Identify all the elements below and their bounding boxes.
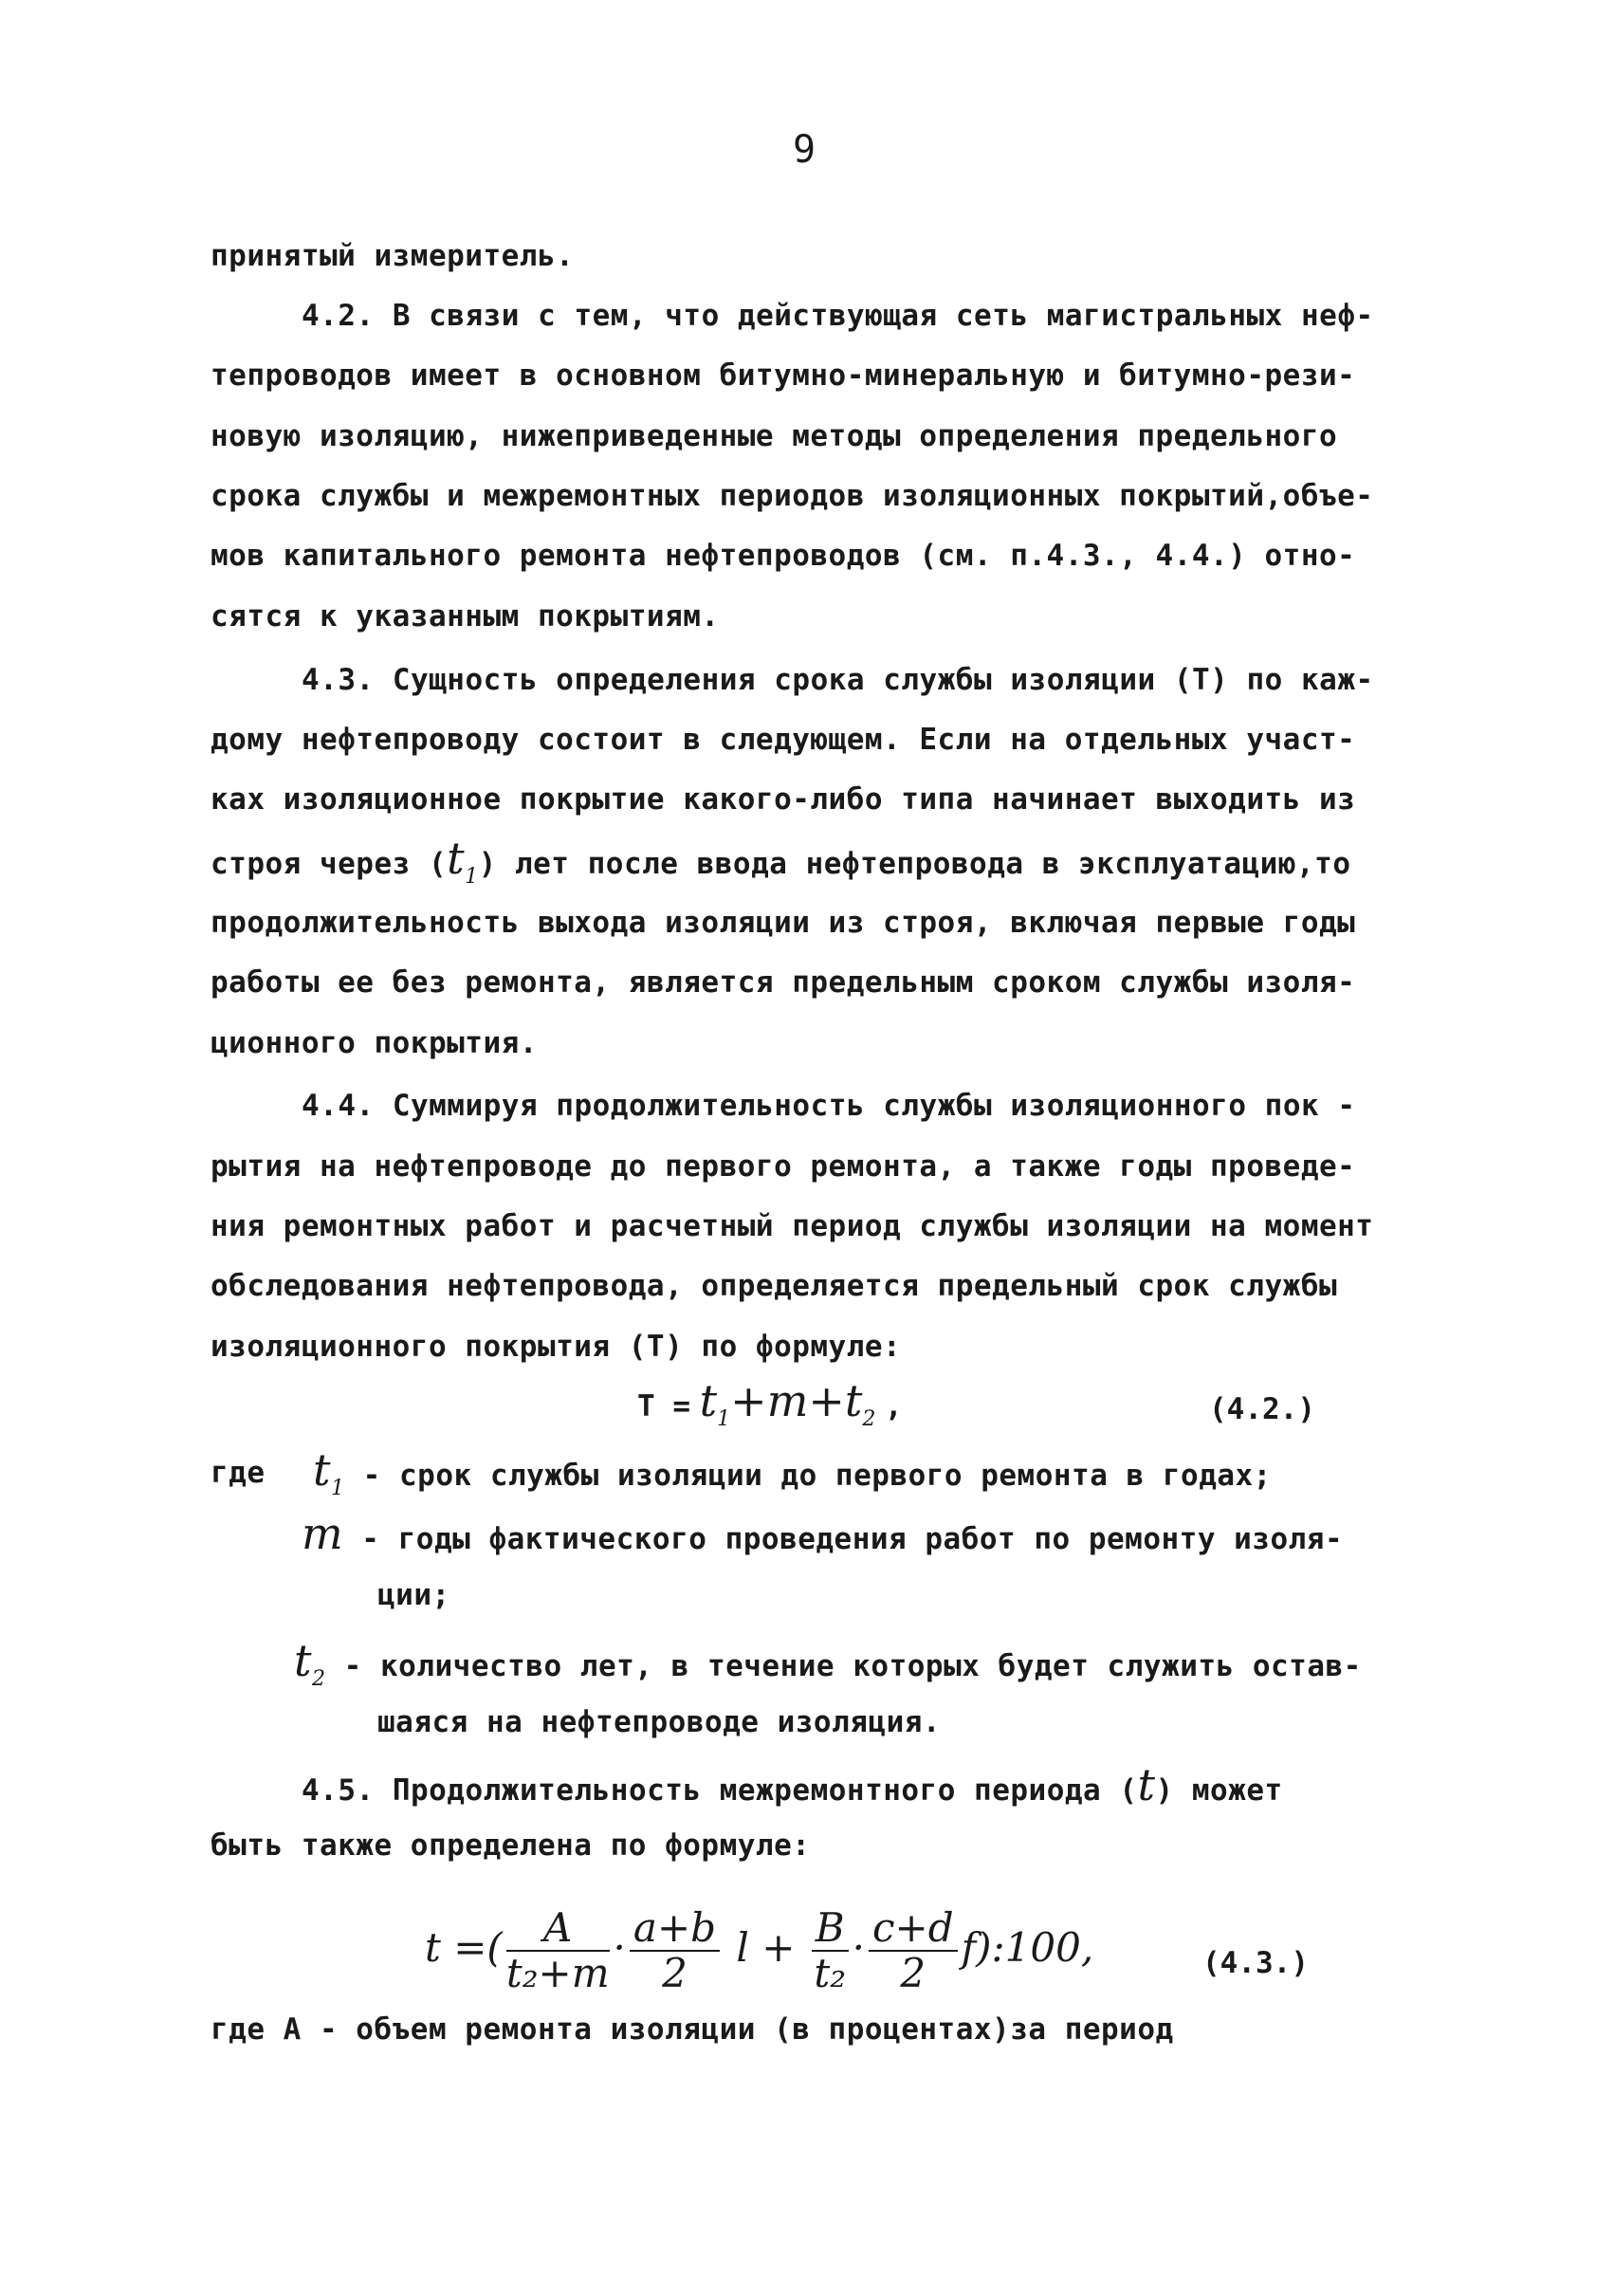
text-line: новую изоляцию, нижеприведенные методы определения предельного bbox=[211, 419, 1338, 453]
formula-4-2: $Т = t_1+m+t_2$ , bbox=[637, 1375, 903, 1432]
definition-m: m - годы фактического проведения работ по ремонту изоля- bbox=[302, 1508, 1344, 1559]
fraction: $\frac{a+b}{2}$ bbox=[630, 1906, 720, 1995]
text-line: обследования нефтепровода, определяется предельный срок службы bbox=[211, 1269, 1338, 1303]
text-line: ционного покрытия. bbox=[211, 1026, 538, 1060]
text-line: 4.2. В связи с тем, что действующая сеть магистральных неф- bbox=[302, 299, 1374, 333]
symbol-t: t bbox=[1137, 1759, 1156, 1810]
text-line: рытия на нефтепроводе до первого ремонта, а также годы проведе- bbox=[211, 1149, 1356, 1184]
text-line: продолжительность выхода изоляции из строя, включая первые годы bbox=[211, 906, 1356, 940]
page-number: 9 bbox=[793, 128, 816, 172]
text-line: тепроводов имеет в основном битумно-минеральную и битумно-рези- bbox=[211, 358, 1356, 393]
symbol-m: m bbox=[766, 1375, 809, 1426]
text-line: быть также определена по формуле: bbox=[211, 1828, 811, 1863]
text-line: ции; bbox=[377, 1578, 450, 1612]
text-line: шаяся на нефтепроводе изоляция. bbox=[377, 1705, 942, 1739]
symbol-t2: $t_2$ bbox=[844, 1375, 876, 1432]
fraction: $\frac{c+d}{2}$ bbox=[869, 1906, 958, 1995]
text-line: ния ремонтных работ и расчетный период службы изоляции на момент bbox=[211, 1209, 1374, 1243]
text-line: принятый измеритель. bbox=[211, 239, 575, 273]
text-line: работы ее без ремонта, является предельным сроком службы изоля- bbox=[211, 965, 1356, 1000]
text-fragment: ) лет после ввода нефтепровода в эксплуатацию,то bbox=[478, 847, 1351, 881]
text-line: изоляционного покрытия (Т) по формуле: bbox=[211, 1330, 902, 1364]
fraction: $\frac{B}{\text{t₂}}$ bbox=[812, 1906, 849, 1995]
fraction: $\frac{A}{\text{t₂+m}}$ bbox=[505, 1904, 610, 1996]
equation-number: (4.3.) bbox=[1202, 1946, 1309, 1980]
text-line: сятся к указанным покрытиям. bbox=[211, 599, 720, 634]
text-line: срока службы и межремонтных периодов изоляционных покрытий,объе- bbox=[211, 479, 1374, 513]
text-line: где А - объем ремонта изоляции (в процентах)за период bbox=[211, 2012, 1174, 2047]
symbol-t1: $t_1$ bbox=[699, 1375, 731, 1432]
text-line: 4.4. Суммируя продолжительность службы изоляционного пок - bbox=[302, 1089, 1356, 1123]
text-line-with-symbol bbox=[211, 833, 1351, 896]
text-fragment: строя через ( bbox=[211, 847, 448, 881]
text-line: ках изоляционное покрытие какого-либо типа начинает выходить из bbox=[211, 782, 1356, 817]
text-line: дому нефтепроводу состоит в следующем. Если на отдельных участ- bbox=[211, 723, 1356, 757]
text-line: мов капитального ремонта нефтепроводов (см. п.4.3., 4.4.) отно- bbox=[211, 539, 1356, 573]
text-line: 4.3. Сущность определения срока службы изоляции (Т) по каж- bbox=[302, 663, 1374, 697]
definition-t1: $t_1$ - срок службы изоляции до первого ремонта в годах; bbox=[313, 1444, 1272, 1501]
definition-t2: $t_2$ - количество лет, в течение которых будет служить остав- bbox=[294, 1635, 1362, 1692]
symbol-t1: $t_1$ bbox=[447, 833, 479, 890]
formula-4-3: t =( $\frac{A}{\text{t₂+m}}$ · $\frac{a+b}{2}$ l + $\frac{B}{\text{t₂}}$ · $\frac{c+d}{2}$ f):100, bbox=[425, 1904, 1094, 1996]
text-line-with-symbol: 4.5. Продолжительность межремонтного периода (t) может bbox=[302, 1759, 1283, 1810]
equation-number: (4.2.) bbox=[1209, 1392, 1315, 1426]
where-label: где bbox=[211, 1456, 266, 1490]
